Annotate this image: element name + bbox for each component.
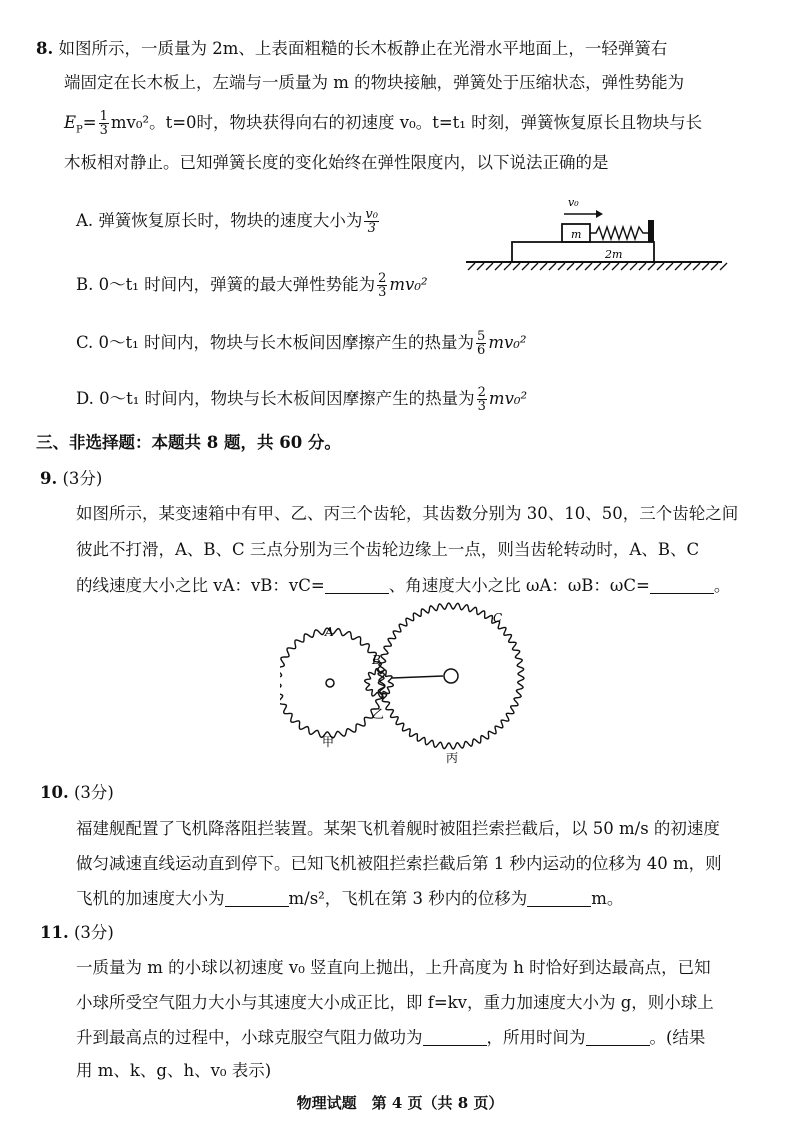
option-tail: mv₀² <box>488 333 527 352</box>
answer-blank[interactable] <box>586 1031 650 1046</box>
q9-line3a: 的线速度大小之比 vA：vB：vC= <box>76 576 325 595</box>
q8-board-spring-figure <box>460 192 730 272</box>
q8-ep-fraction: $\frac{1}{3}$ <box>99 109 108 138</box>
option-label: B. <box>76 275 94 294</box>
q10-line3c: m。 <box>591 889 624 908</box>
q10-line1: 福建舰配置了飞机降落阻拦装置。某架飞机着舰时被阻拦索拦截后，以 50 m/s 的初速度 <box>76 819 720 838</box>
long-board <box>512 242 654 262</box>
option-fraction: $\frac{2}{3}$ <box>378 271 387 300</box>
q9-header <box>40 468 102 490</box>
q8-ep-sub: P <box>76 124 83 136</box>
q8-ep-symbol: E <box>64 113 77 132</box>
section-3-title: 三、非选择题：本题共 8 题，共 60 分。 <box>36 433 341 452</box>
option-fraction: $\frac{2}{3}$ <box>477 385 486 414</box>
option-tail: mv₀² <box>488 389 528 408</box>
q10-line3b: m/s²，飞机在第 3 秒内的位移为 <box>288 889 528 908</box>
q11-line3 <box>76 1027 705 1049</box>
q11-line2: 小球所受空气阻力大小与其速度大小成正比，即 f=kv，重力加速度大小为 g，则小球上 <box>76 993 714 1012</box>
q11-number: 11. <box>40 923 69 942</box>
q8-line2: 端固定在长木板上，左端与一质量为 m 的物块接触，弹簧处于压缩状态，弹性势能为 <box>64 73 685 92</box>
gear-bing-label: 丙 <box>446 751 459 765</box>
axle-jia <box>326 679 334 687</box>
q10-line3 <box>76 888 623 910</box>
q11-header <box>40 922 114 944</box>
gear-jia <box>280 628 385 738</box>
option-text: 0～t₁ 时间内，物块与长木板间因摩擦产生的热量为 <box>99 389 475 408</box>
q10-line2: 做匀减速直线运动直到停下。已知飞机被阻拦索拦截后第 1 秒内运动的位移为 40 m，则 <box>76 854 722 873</box>
option-fraction: $\frac{\text{v₀}}{3}$ <box>365 207 378 236</box>
q11-line3b: ，所用时间为 <box>486 1028 586 1047</box>
q10-header <box>40 782 114 804</box>
board-label: 2m <box>605 248 623 261</box>
q9-line3b: 、角速度大小之比 ωA：ωB：ωC= <box>388 576 650 595</box>
q9-line2: 彼此不打滑，A、B、C 三点分别为三个齿轮边缘上一点，则当齿轮转动时，A、B、C <box>76 540 700 559</box>
gear-jia-label: 甲 <box>322 735 335 749</box>
gear-yi-label: 乙 <box>372 707 385 721</box>
q11-line3a: 升到最高点的过程中，小球克服空气阻力做功为 <box>76 1028 423 1047</box>
q11-line4: 用 m、k、g、h、v₀ 表示) <box>76 1061 272 1080</box>
q9-line3c: 。 <box>713 576 731 595</box>
q8-line3 <box>64 110 702 141</box>
point-b-label: B <box>372 653 381 667</box>
q10-score: (3分) <box>73 783 114 802</box>
answer-blank[interactable] <box>225 892 289 907</box>
answer-blank[interactable] <box>325 579 389 594</box>
option-label: D. <box>76 389 94 408</box>
point-c-label: C <box>493 611 503 625</box>
shaft-line <box>392 676 443 678</box>
option-fraction: $\frac{5}{6}$ <box>477 329 486 358</box>
option-label: A. <box>76 211 94 230</box>
q11-line3c: 。(结果 <box>649 1028 706 1047</box>
q8-option-c <box>76 330 527 357</box>
q11-line1: 一质量为 m 的小球以初速度 v₀ 竖直向上抛出，上升高度为 h 时恰好到达最高点，已知 <box>76 958 711 977</box>
q9-line3 <box>76 575 730 597</box>
option-text: 0～t₁ 时间内，弹簧的最大弹性势能为 <box>98 275 376 294</box>
q10-line3a: 飞机的加速度大小为 <box>76 889 225 908</box>
q8-line3-rest: mv₀²。t=0时，物块获得向右的初速度 v₀。t=t₁ 时刻，弹簧恢复原长且物块与长 <box>110 113 703 132</box>
q8-eq: = <box>82 113 97 132</box>
answer-blank[interactable] <box>423 1031 487 1046</box>
option-text: 弹簧恢复原长时，物块的速度大小为 <box>98 211 363 230</box>
arrow-head-icon <box>596 210 603 218</box>
q9-line1: 如图所示，某变速箱中有甲、乙、丙三个齿轮，其齿数分别为 30、10、50，三个齿轮之间 <box>76 504 739 523</box>
q11-score: (3分) <box>73 923 114 942</box>
option-tail: mv₀² <box>389 275 428 294</box>
axle-bing <box>444 669 458 683</box>
q8-line1 <box>36 38 667 60</box>
answer-blank[interactable] <box>527 892 591 907</box>
block-label: m <box>571 228 582 241</box>
q8-line4: 木板相对静止。已知弹簧长度的变化始终在弹性限度内，以下说法正确的是 <box>64 153 609 172</box>
q8-line1-text: 如图所示，一质量为 2m、上表面粗糙的长木板静止在光滑水平地面上，一轻弹簧右 <box>58 39 668 58</box>
q8-number: 8. <box>36 39 54 58</box>
option-text: 0～t₁ 时间内，物块与长木板间因摩擦产生的热量为 <box>98 333 475 352</box>
q9-gears-figure <box>280 600 540 770</box>
q10-number: 10. <box>40 783 69 802</box>
wall <box>648 220 654 242</box>
q8-option-b <box>76 272 428 299</box>
page-footer: 物理试题 第 4 页（共 8 页） <box>296 1094 504 1112</box>
q8-option-a <box>76 208 381 235</box>
q8-option-d <box>76 386 527 413</box>
velocity-label: v₀ <box>568 196 579 209</box>
option-label: C. <box>76 333 94 352</box>
q9-number: 9. <box>40 469 58 488</box>
answer-blank[interactable] <box>650 579 714 594</box>
q9-score: (3分) <box>62 469 103 488</box>
spring <box>590 227 648 239</box>
point-a-label: A <box>325 625 334 639</box>
